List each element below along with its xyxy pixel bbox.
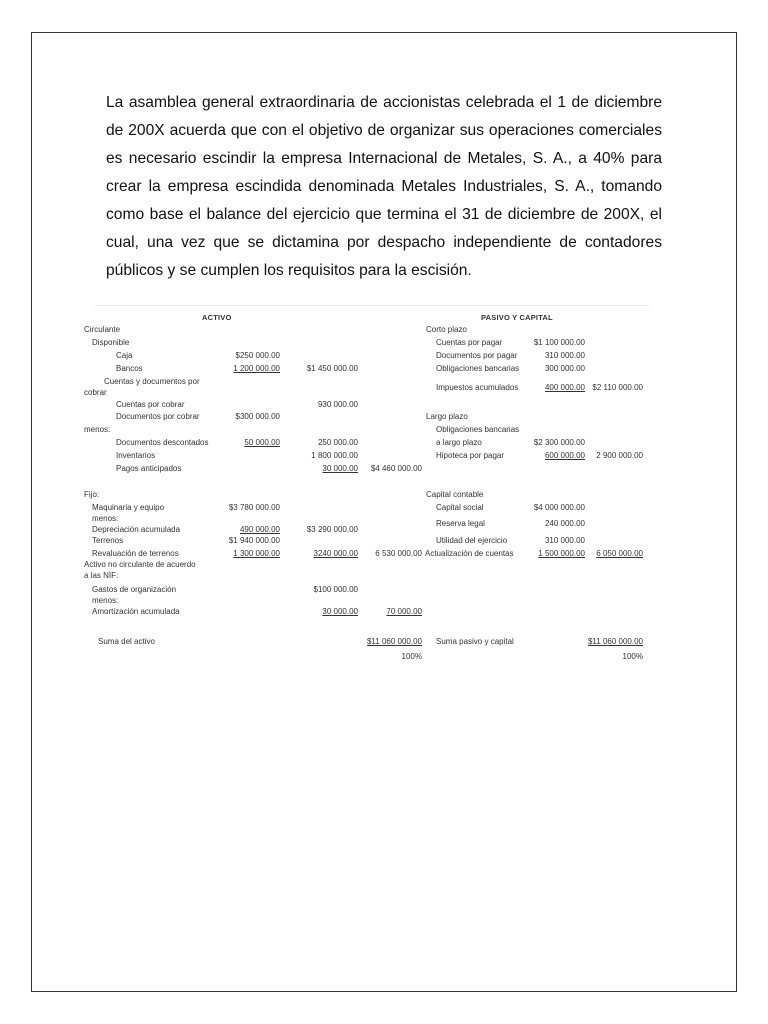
docs-pagar-label: Documentos por pagar bbox=[436, 351, 518, 360]
suma-pasivo-label: Suma pasivo y capital bbox=[436, 637, 514, 646]
docs-pagar-value: 310 000.00 bbox=[544, 351, 585, 360]
no-circulante-total: 70 000.00 bbox=[386, 607, 422, 616]
depreciacion-label: Depreciación acumulada bbox=[92, 525, 181, 534]
hipoteca-label: Hipoteca por pagar bbox=[436, 451, 505, 460]
caja-label: Caja bbox=[116, 351, 133, 360]
utilidad-label: Utilidad del ejercicio bbox=[436, 536, 508, 545]
disponible-label: Disponible bbox=[92, 338, 130, 347]
suma-activo-pct: 100% bbox=[401, 652, 422, 661]
hipoteca-value: 600 000.00 bbox=[544, 451, 585, 460]
fijo-label: Fijo: bbox=[84, 490, 100, 499]
actualizacion-value: 1 500 000.00 bbox=[538, 549, 585, 558]
docs-descontados-label: Documentos descontados bbox=[116, 438, 209, 447]
no-circulante-label-2: a las NIF: bbox=[84, 571, 119, 580]
revaluacion-label: Revaluación de terrenos bbox=[92, 549, 179, 558]
amortizacion-label: Amortización acumulada bbox=[92, 607, 180, 616]
pagos-anticipados-value: 30 000.00 bbox=[322, 464, 358, 473]
menos-label-1: menos: bbox=[84, 425, 111, 434]
obligaciones-label: Obligaciones bancarias bbox=[436, 364, 520, 373]
docs-descontados-value: 50 000.00 bbox=[244, 438, 280, 447]
no-circulante-label-1: Activo no circulante de acuerdo bbox=[84, 560, 196, 569]
suma-activo-label: Suma del activo bbox=[98, 637, 155, 646]
terrenos-net-value: 3240 000.00 bbox=[313, 549, 358, 558]
corto-plazo-label: Corto plazo bbox=[426, 325, 467, 334]
activo-header: ACTIVO bbox=[202, 313, 232, 322]
capital-contable-total: 6 050 000.00 bbox=[596, 549, 643, 558]
circulante-total: $4 460 000.00 bbox=[370, 464, 422, 473]
impuestos-value: 400 000.00 bbox=[544, 383, 585, 392]
docs-net-value: 250 000.00 bbox=[317, 438, 358, 447]
actualizacion-label: Actualización de cuentas bbox=[425, 549, 514, 558]
utilidad-value: 310 000.00 bbox=[544, 536, 585, 545]
menos-label-3: menos: bbox=[92, 596, 119, 605]
fijo-total: 6 530 000.00 bbox=[375, 549, 422, 558]
reserva-label: Reserva legal bbox=[436, 519, 485, 528]
gastos-org-label: Gastos de organización bbox=[92, 585, 177, 594]
reserva-value: 240 000.00 bbox=[544, 519, 585, 528]
cuentas-pagar-value: $1 100 000.00 bbox=[533, 338, 585, 347]
largo-plazo-total: 2 900 000.00 bbox=[596, 451, 643, 460]
corto-plazo-total: $2 110 000.00 bbox=[592, 383, 643, 392]
terrenos-value: $1 940 000.00 bbox=[228, 536, 280, 545]
impuestos-label: Impuestos acumulados bbox=[436, 383, 519, 392]
cuentas-docs-label-2: cobrar bbox=[84, 388, 107, 397]
cuentas-cobrar-value: 930 000.00 bbox=[317, 400, 358, 409]
obligaciones-value: 300 000.00 bbox=[544, 364, 585, 373]
gastos-org-value: $100 000.00 bbox=[313, 585, 358, 594]
disponible-total: $1 450 000.00 bbox=[306, 364, 358, 373]
oblig-largo-label-2: a largo plazo bbox=[436, 438, 482, 447]
intro-paragraph: La asamblea general extraordinaria de accionistas celebrada el 1 de diciembre de 200X acuerda que con el objetivo de organizar sus operaciones comerciales es necesario escindir la empresa Internacional de Metales, S. A., a 40% para crear la empresa escindida denominada Metales Industriales, S. A., tomando como base el balance del ejercicio que termina el 31 de diciembre de 200X, el cual, una vez que se dictamina por despacho independiente de contadores públicos y se cumplen los requisitos para la escisión. bbox=[106, 94, 662, 279]
maquinaria-label: Maquinaria y equipo bbox=[92, 503, 165, 512]
largo-plazo-label: Largo plazo bbox=[426, 412, 468, 421]
suma-activo-value: $11 060 000.00 bbox=[366, 637, 422, 646]
maquinaria-value: $3 780 000.00 bbox=[228, 503, 280, 512]
cuentas-docs-label-1: Cuentas y documentos por bbox=[104, 377, 200, 386]
cuentas-cobrar-label: Cuentas por cobrar bbox=[116, 400, 185, 409]
cuentas-pagar-label: Cuentas por pagar bbox=[436, 338, 503, 347]
suma-pasivo-pct: 100% bbox=[622, 652, 643, 661]
bancos-value: 1 200 000.00 bbox=[233, 364, 280, 373]
suma-pasivo-value: $11 060 000.00 bbox=[587, 637, 643, 646]
menos-label-2: menos: bbox=[92, 514, 119, 523]
maquinaria-net-value: $3 290 000.00 bbox=[306, 525, 358, 534]
docs-cobrar-value: $300 000.00 bbox=[235, 412, 280, 421]
oblig-largo-label-1: Obligaciones bancarias bbox=[436, 425, 520, 434]
inventarios-value: 1 800 000.00 bbox=[311, 451, 358, 460]
depreciacion-value: 490 000.00 bbox=[239, 525, 280, 534]
circulante-label: Circulante bbox=[84, 325, 121, 334]
caja-value: $250 000.00 bbox=[235, 351, 280, 360]
capital-social-label: Capital social bbox=[436, 503, 484, 512]
revaluacion-value: 1 300 000.00 bbox=[233, 549, 280, 558]
capital-social-value: $4 000 000.00 bbox=[533, 503, 585, 512]
inventarios-label: Inventarios bbox=[116, 451, 156, 460]
amortizacion-value: 30 000.00 bbox=[322, 607, 358, 616]
capital-contable-label: Capital contable bbox=[426, 490, 484, 499]
terrenos-label: Terrenos bbox=[92, 536, 124, 545]
pagos-anticipados-label: Pagos anticipados bbox=[116, 464, 182, 473]
oblig-largo-value: $2 300 000.00 bbox=[533, 438, 585, 447]
docs-cobrar-label: Documentos por cobrar bbox=[116, 412, 200, 421]
bancos-label: Bancos bbox=[116, 364, 143, 373]
pasivo-header: PASIVO Y CAPITAL bbox=[481, 313, 553, 322]
